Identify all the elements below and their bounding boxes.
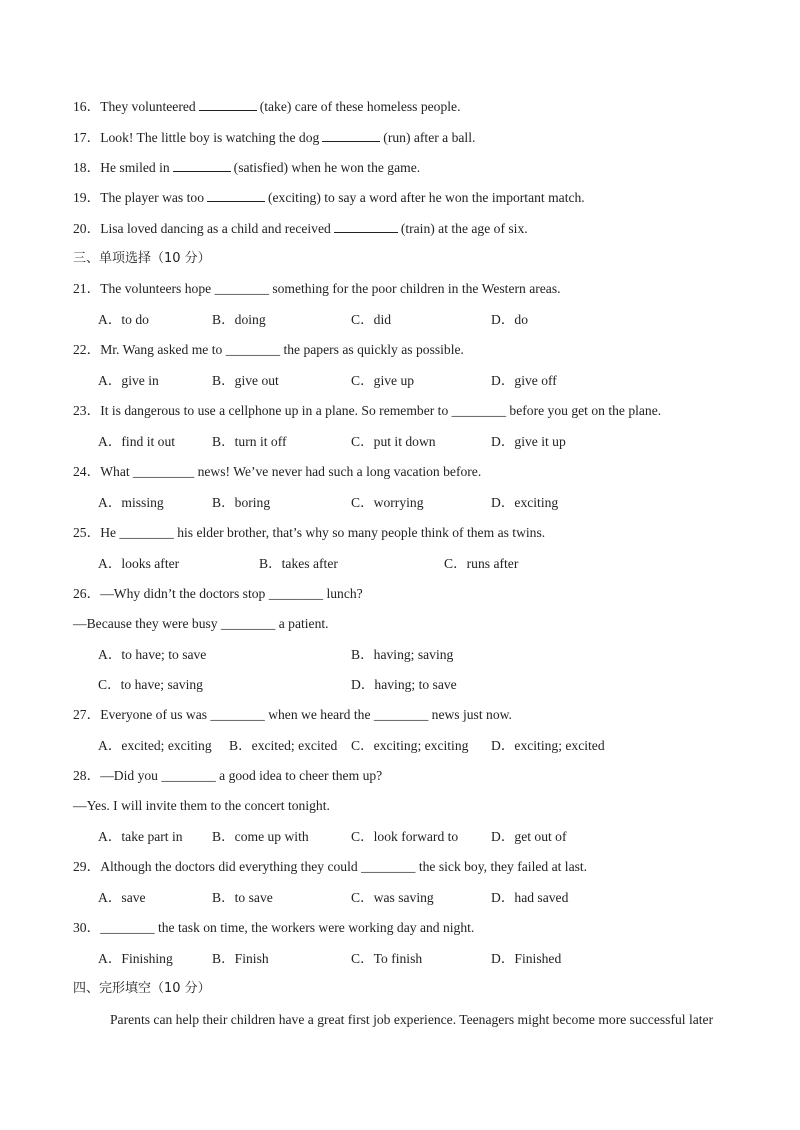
question-16: 16．They volunteered (take) care of these homeless people.	[73, 99, 461, 114]
question-30: 30．________ the task on time, the workers were working day and night.	[73, 920, 475, 935]
option-c: C．was saving	[351, 890, 434, 905]
option-b: B．turn it off	[212, 434, 287, 449]
option-d: D．do	[491, 312, 529, 327]
question-22: 22．Mr. Wang asked me to ________ the papers as quickly as possible.	[73, 342, 464, 357]
option-c: C．put it down	[351, 434, 436, 449]
option-b: B．doing	[212, 312, 266, 327]
question-26: 26．—Why didn’t the doctors stop ________ lunch?	[73, 586, 363, 601]
option-c: C．to have; saving	[98, 677, 203, 692]
question-17: 17．Look! The little boy is watching the dog (run) after a ball.	[73, 130, 476, 145]
answer-blank	[322, 128, 380, 142]
question-24: 24．What _________ news! We’ve never had such a long vacation before.	[73, 464, 482, 479]
answer-blank	[199, 97, 257, 111]
option-b: B．takes after	[259, 556, 338, 571]
option-b: B．Finish	[212, 951, 269, 966]
option-a: A．missing	[98, 495, 164, 510]
question-20: 20．Lisa loved dancing as a child and received (train) at the age of six.	[73, 221, 528, 236]
option-a: A．give in	[98, 373, 159, 388]
option-c: C．look forward to	[351, 829, 459, 844]
option-c: C．runs after	[444, 556, 519, 571]
option-b: B．excited; excited	[229, 738, 338, 753]
section-heading-cloze: 四、完形填空（10 分）	[73, 981, 211, 996]
question-27: 27．Everyone of us was ________ when we heard the ________ news just now.	[73, 707, 512, 722]
question-29: 29．Although the doctors did everything they could ________ the sick boy, they failed at last.	[73, 859, 588, 874]
option-a: A．take part in	[98, 829, 183, 844]
option-d: D．Finished	[491, 951, 562, 966]
option-d: D．exciting; excited	[491, 738, 605, 753]
question-28-response: —Yes. I will invite them to the concert tonight.	[73, 798, 330, 813]
option-b: B．to save	[212, 890, 273, 905]
question-26-response: —Because they were busy ________ a patient.	[73, 616, 329, 631]
cloze-passage: Parents can help their children have a great first job experience. Teenagers might become more successful later	[110, 1012, 714, 1027]
question-28: 28．—Did you ________ a good idea to cheer them up?	[73, 768, 383, 783]
question-19: 19．The player was too (exciting) to say a word after he won the important match.	[73, 190, 585, 205]
section-heading-multiple-choice: 三、单项选择（10 分）	[73, 251, 211, 266]
option-c: C．To finish	[351, 951, 423, 966]
option-c: C．exciting; exciting	[351, 738, 469, 753]
question-25: 25．He ________ his elder brother, that’s why so many people think of them as twins.	[73, 525, 546, 540]
question-21: 21．The volunteers hope ________ something for the poor children in the Western areas.	[73, 281, 561, 296]
answer-blank	[173, 158, 231, 172]
answer-blank	[207, 188, 265, 202]
option-a: A．find it out	[98, 434, 176, 449]
option-b: B．boring	[212, 495, 271, 510]
option-a: A．to have; to save	[98, 647, 207, 662]
option-d: D．having; to save	[351, 677, 457, 692]
option-c: C．give up	[351, 373, 415, 388]
option-b: B．give out	[212, 373, 279, 388]
option-a: A．to do	[98, 312, 149, 327]
option-d: D．had saved	[491, 890, 569, 905]
option-d: D．give it up	[491, 434, 566, 449]
option-b: B．having; saving	[351, 647, 454, 662]
option-a: A．looks after	[98, 556, 180, 571]
option-a: A．Finishing	[98, 951, 173, 966]
question-23: 23．It is dangerous to use a cellphone up in a plane. So remember to ________ before you get on the plane.	[73, 403, 662, 418]
option-c: C．did	[351, 312, 392, 327]
option-d: D．get out of	[491, 829, 567, 844]
question-18: 18．He smiled in (satisfied) when he won the game.	[73, 160, 421, 175]
option-b: B．come up with	[212, 829, 309, 844]
option-c: C．worrying	[351, 495, 424, 510]
option-d: D．give off	[491, 373, 557, 388]
option-a: A．save	[98, 890, 146, 905]
answer-blank	[334, 219, 398, 233]
option-a: A．excited; exciting	[98, 738, 212, 753]
option-d: D．exciting	[491, 495, 559, 510]
